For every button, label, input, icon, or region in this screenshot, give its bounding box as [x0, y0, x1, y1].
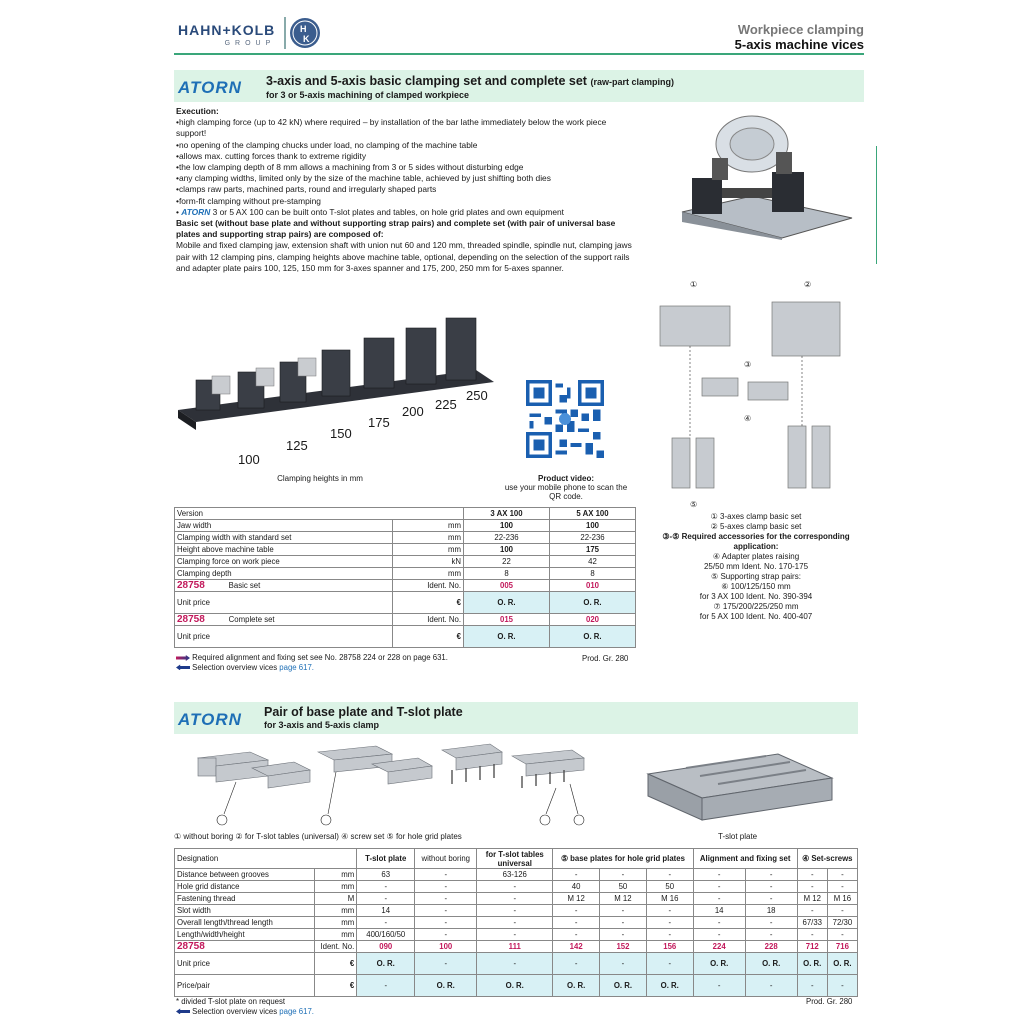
- section1-title-text: 3-axis and 5-axis basic clamping set and complete set: [266, 74, 587, 88]
- table-header-cell: 3 AX 100: [464, 508, 550, 520]
- section1-description: [176, 106, 638, 274]
- brand-name: HAHN+KOLB: [178, 22, 276, 38]
- clamping-heights-image: [176, 310, 496, 465]
- legend-item: ④ Adapter plates raising: [712, 552, 800, 561]
- legend-item: for 3 AX 100 Ident. No. 390-394: [699, 592, 813, 601]
- exploded-view-image: [652, 278, 862, 509]
- header-divider: [174, 53, 864, 55]
- product-video-note: [498, 474, 634, 501]
- legend-item: ③-⑤ Required accessories for the corresponding application:: [662, 532, 850, 551]
- qr-code-image[interactable]: [526, 380, 604, 458]
- svg-text:K: K: [303, 34, 310, 44]
- section1-spec-table: [174, 507, 636, 648]
- vice-product-image: [672, 108, 862, 240]
- table-header-cell: ⑤ base plates for hole grid plates: [553, 849, 693, 869]
- section1-subtitle: for 3 or 5-axis machining of clamped workpiece: [266, 90, 470, 100]
- table-row: Hole grid distance mm - - - 40 50 50 - - - -: [175, 881, 858, 893]
- footnote-alignment: Required alignment and fixing set see No. 28758 224 or 228 on page 631.: [176, 653, 636, 663]
- brand-group: GROUP: [224, 40, 276, 47]
- legend-item: ⑦ 175/200/225/250 mm: [713, 602, 799, 611]
- list-item: •no opening of the clamping chucks under load, no clamping of the machine table: [176, 139, 478, 150]
- section2-title-text: Pair of base plate and T-slot plate: [264, 705, 463, 719]
- section1-title-suffix: (raw-part clamping): [590, 77, 674, 87]
- list-item: • ATORN 3 or 5 AX 100 can be built onto T-slot plates and tables, on hole grid plates and own equipment: [176, 206, 564, 217]
- footnote-overview: Selection overview vices page 617.: [176, 663, 636, 673]
- table-row: Distance between grooves mm 63 - 63-126 - - - - - - -: [175, 869, 858, 881]
- table-header-cell: for T-slot tables universal: [477, 849, 553, 869]
- legend-item: ⑥ 100/125/150 mm: [721, 582, 791, 591]
- table-header-row: [175, 508, 636, 520]
- page-edge-marker: [876, 146, 877, 264]
- table-row: Height above machine table mm 100 175: [175, 544, 636, 556]
- height-label-175: 175: [368, 415, 390, 430]
- table-header-cell: Designation: [175, 849, 357, 869]
- table-row: Clamping depth mm 8 8: [175, 568, 636, 580]
- basic-set-heading: Basic set (without base plate and without supporting strap pairs) and complete set (with pair of universal base plates and supporting strap pairs) are composed of:: [176, 218, 616, 240]
- video-text: use your mobile phone to scan the QR code.: [504, 483, 628, 501]
- atorn-logo: ATORN: [178, 78, 242, 97]
- height-label-225: 225: [435, 397, 457, 412]
- table-row: Jaw width mm 100 100: [175, 520, 636, 532]
- page-link[interactable]: page 617.: [279, 1006, 314, 1016]
- list-item: •any clamping widths, limited only by the size of the machine table, achieved by just shifting both dies: [176, 173, 551, 184]
- heights-caption: Clamping heights in mm: [277, 474, 363, 483]
- callout-1: ①: [690, 280, 698, 289]
- legend-item: ② 5-axes clamp basic set: [710, 522, 802, 531]
- section1-title: [266, 74, 674, 100]
- table-header-cell: without boring: [415, 849, 477, 869]
- section2-subtitle: for 3-axis and 5-axis clamp: [264, 720, 380, 730]
- legend-item: ⑤ Supporting strap pairs:: [711, 572, 801, 581]
- category-label: Workpiece clamping: [737, 22, 864, 37]
- list-item: •high clamping force (up to 42 kN) where required – by installation of the bar lathe immediately below the work piece support!: [176, 117, 607, 139]
- ident-row-complete: 28758 Complete set Ident. No. 015 020: [175, 614, 636, 626]
- table-header-row: [175, 849, 858, 869]
- brand-emblem-icon: [283, 16, 321, 50]
- pair-price-row: Price/pair € - O. R. O. R. O. R. O. R. O. R. - - - -: [175, 975, 858, 997]
- list-item: •the low clamping depth of 8 mm allows a machining from 3 or 5 sides without disturbing edge: [176, 162, 524, 173]
- atorn-logo: ATORN: [178, 710, 242, 729]
- section2-footnotes: [176, 997, 636, 1016]
- legend-item: 25/50 mm Ident. No. 170-175: [703, 562, 809, 571]
- arrow-left-icon: [176, 1008, 190, 1014]
- callout-2: ②: [804, 280, 812, 289]
- execution-label: Execution:: [176, 106, 219, 116]
- subcategory-label: 5-axis machine vices: [734, 37, 864, 52]
- table-row: Overall length/thread length mm - - - - - - - - 67/33 72/30: [175, 917, 858, 929]
- section2-spec-table: [174, 848, 858, 997]
- table-header-cell: Version: [177, 509, 204, 518]
- table-header-cell: Alignment and fixing set: [693, 849, 797, 869]
- callout-5: ⑤: [690, 500, 698, 509]
- height-label-250: 250: [466, 388, 488, 403]
- footnote-divided: * divided T-slot plate on request: [176, 997, 286, 1006]
- price-row-basic: Unit price € O. R. O. R.: [175, 592, 636, 614]
- callout-3: ③: [744, 360, 752, 369]
- price-row-complete: Unit price € O. R. O. R.: [175, 626, 636, 648]
- table-header-cell: T-slot plate: [357, 849, 415, 869]
- table-row: Clamping force on work piece kN 22 42: [175, 556, 636, 568]
- section2-caption-right: T-slot plate: [718, 832, 758, 841]
- legend-item: ① 3-axes clamp basic set: [710, 512, 802, 521]
- ident-row: 28758 Ident. No. 090 100 111 142 152 156 224 228 712 716: [175, 941, 858, 953]
- table-row: Fastening thread M - - - M 12 M 12 M 16 - - M 12 M 16: [175, 893, 858, 905]
- section1-footnotes: [176, 653, 636, 672]
- table-header-cell: 5 AX 100: [550, 508, 636, 520]
- table-row: Clamping width with standard set mm 22-236 22-236: [175, 532, 636, 544]
- height-label-125: 125: [286, 438, 308, 453]
- page-category: [735, 22, 864, 52]
- height-label-150: 150: [330, 426, 352, 441]
- base-plates-image: [196, 738, 606, 830]
- height-label-200: 200: [402, 404, 424, 419]
- section2-caption-left: ① without boring ② for T-slot tables (universal) ④ screw set ⑤ for hole grid plates: [174, 832, 462, 841]
- arrow-left-icon: [176, 664, 190, 670]
- table-row: Length/width/height mm 400/160/50 - - - - - - - - -: [175, 929, 858, 941]
- ident-row-basic: 28758 Basic set Ident. No. 005 010: [175, 580, 636, 592]
- video-title: Product video:: [537, 474, 594, 483]
- section1-prod-group: Prod. Gr. 280: [582, 654, 629, 663]
- unit-price-row: Unit price € O. R. - - - - - O. R. O. R. O. R. O. R.: [175, 953, 858, 975]
- table-row: Slot width mm 14 - - - - - 14 18 - -: [175, 905, 858, 917]
- brand-logo: [178, 22, 275, 47]
- footnote-overview: Selection overview vices page 617.: [176, 1007, 636, 1017]
- section2-prod-group: Prod. Gr. 280: [806, 997, 853, 1006]
- svg-text:H: H: [300, 24, 307, 34]
- list-item: •clamps raw parts, machined parts, round and irregularly shaped parts: [176, 184, 437, 195]
- table-header-cell: ④ Set-screws: [797, 849, 857, 869]
- legend-item: for 5 AX 100 Ident. No. 400-407: [699, 612, 813, 621]
- height-label-100: 100: [238, 452, 260, 467]
- arrow-right-icon: [176, 655, 190, 661]
- callout-4: ④: [744, 414, 752, 423]
- exploded-legend: [650, 512, 862, 622]
- bullet-list: [176, 117, 638, 218]
- page-link[interactable]: page 617.: [279, 662, 314, 672]
- list-item: •allows max. cutting forces thank to extreme rigidity: [176, 150, 367, 161]
- list-item: •form-fit clamping without pre-stamping: [176, 195, 321, 206]
- basic-set-text: Mobile and fixed clamping jaw, extension shaft with union nut 60 and 120 mm, threaded spindle, spindle nut, clamping jaws pair with 12 clamping pins, clamping heights above machine table, optional, depending on the selection of the support rails and adapter plate pairs 100, 125, 150 mm for 3-axes spanner and 175, 200, 250 mm for 5-axes spanner.: [176, 240, 632, 273]
- section2-title: [264, 705, 463, 730]
- tslot-plate-image: [646, 748, 836, 830]
